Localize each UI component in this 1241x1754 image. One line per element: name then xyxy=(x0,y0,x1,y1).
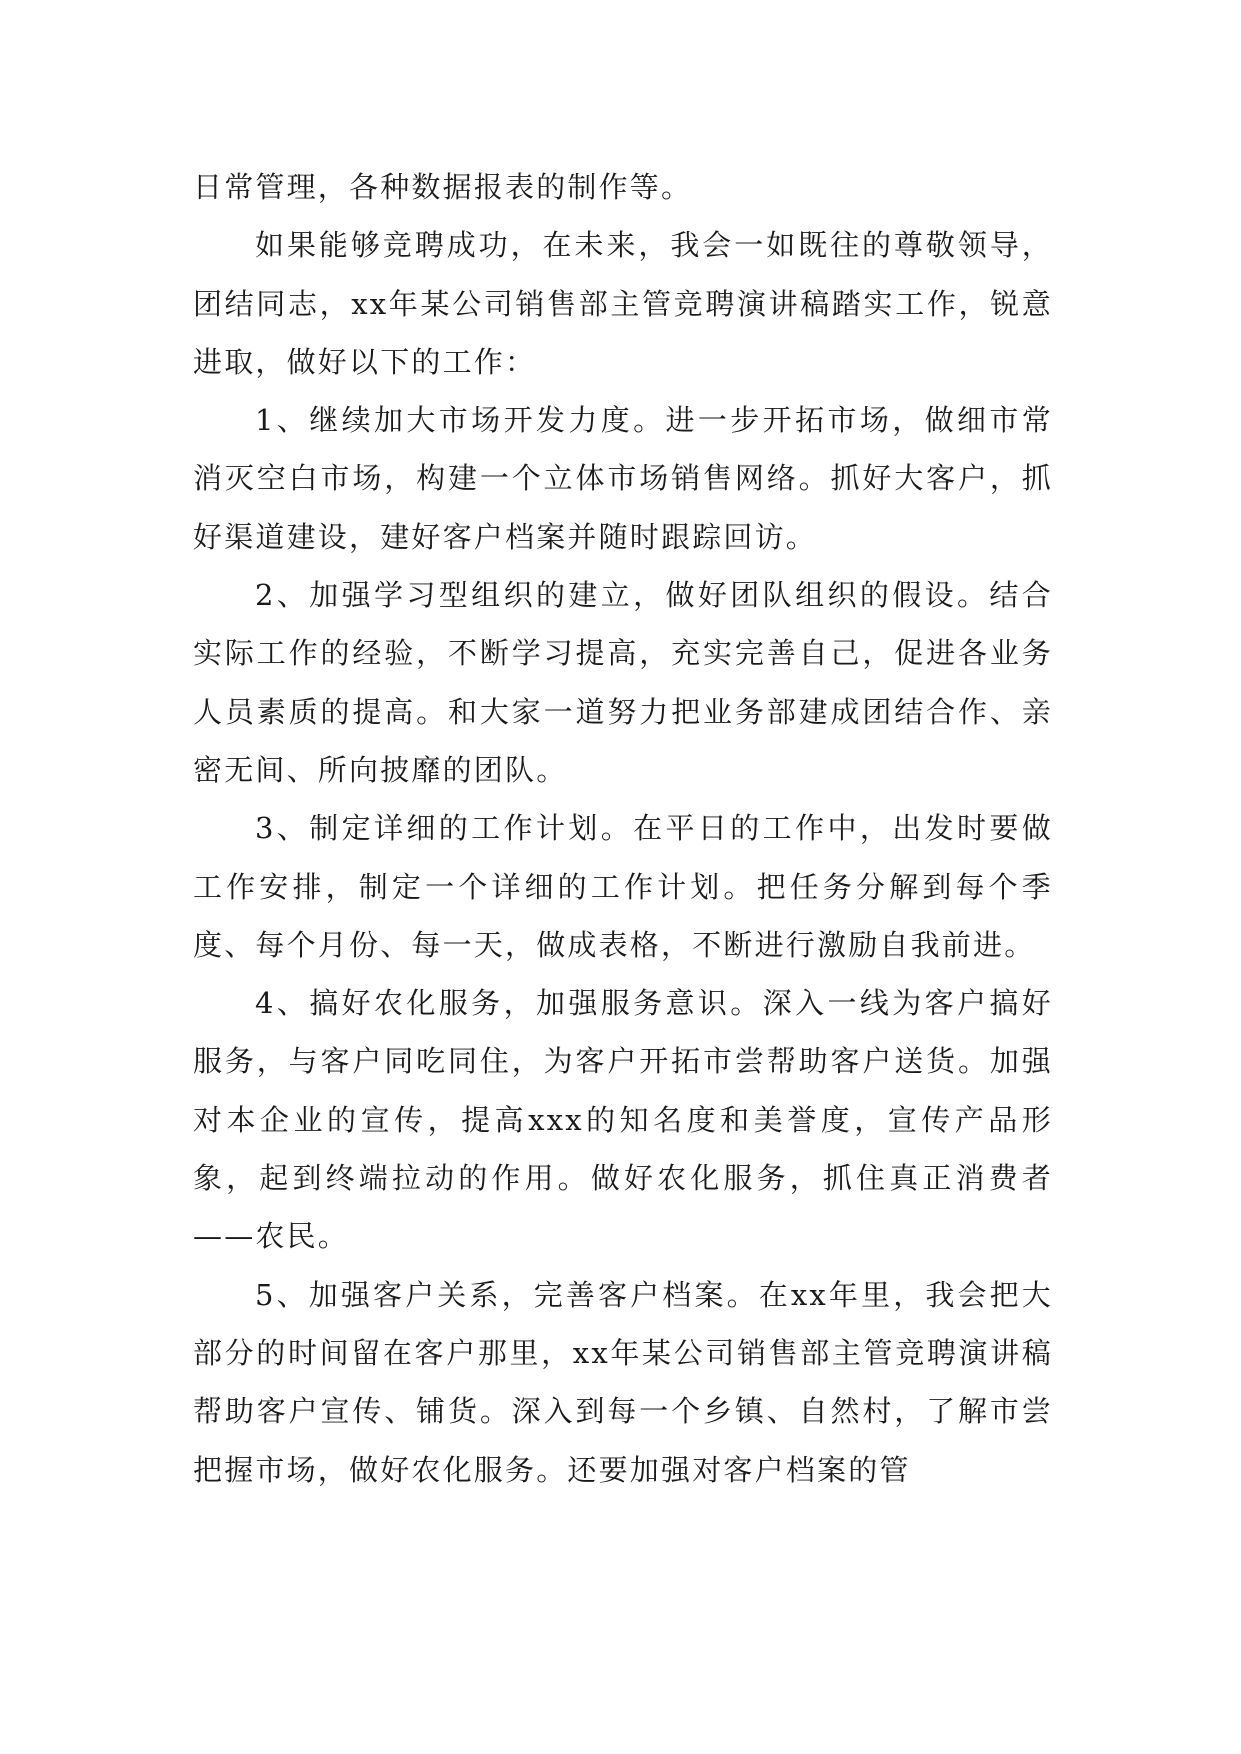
paragraph-item-3: 3、制定详细的工作计划。在平日的工作中，出发时要做工作安排，制定一个详细的工作计划。把任务分解到每个季度、每个月份、每一天，做成表格，不断进行激励自我前进。 xyxy=(193,811,1053,962)
document-body xyxy=(193,158,1053,1499)
paragraph-daily-management: 日常管理，各种数据报表的制作等。 xyxy=(193,170,693,204)
paragraph-item-1: 1、继续加大市场开发力度。进一步开拓市场，做细市常消灭空白市场，构建一个立体市场销售网络。抓好大客户，抓好渠道建设，建好客户档案并随时跟踪回访。 xyxy=(193,403,1053,554)
paragraph-item-4: 4、搞好农化服务，加强服务意识。深入一线为客户搞好服务，与客户同吃同住，为客户开拓市尝帮助客户送货。加强对本企业的宣传，提高xxx的知名度和美誉度，宣传产品形象，起到终端拉动的作用。做好农化服务，抓住真正消费者——农民。 xyxy=(193,986,1053,1254)
paragraph-item-5: 5、加强客户关系，完善客户档案。在xx年里，我会把大部分的时间留在客户那里，xx年某公司销售部主管竞聘演讲稿帮助客户宣传、铺货。深入到每一个乡镇、自然村，了解市尝把握市场，做好农化服务。还要加强对客户档案的管 xyxy=(193,1277,1053,1487)
paragraph-item-2: 2、加强学习型组织的建立，做好团队组织的假设。结合实际工作的经验，不断学习提高，充实完善自己，促进各业务人员素质的提高。和大家一道努力把业务部建成团结合作、亲密无间、所向披靡的团队。 xyxy=(193,578,1053,787)
paragraph-commitment: 如果能够竞聘成功，在未来，我会一如既往的尊敬领导，团结同志，xx年某公司销售部主管竞聘演讲稿踏实工作，锐意进取，做好以下的工作： xyxy=(193,228,1053,379)
